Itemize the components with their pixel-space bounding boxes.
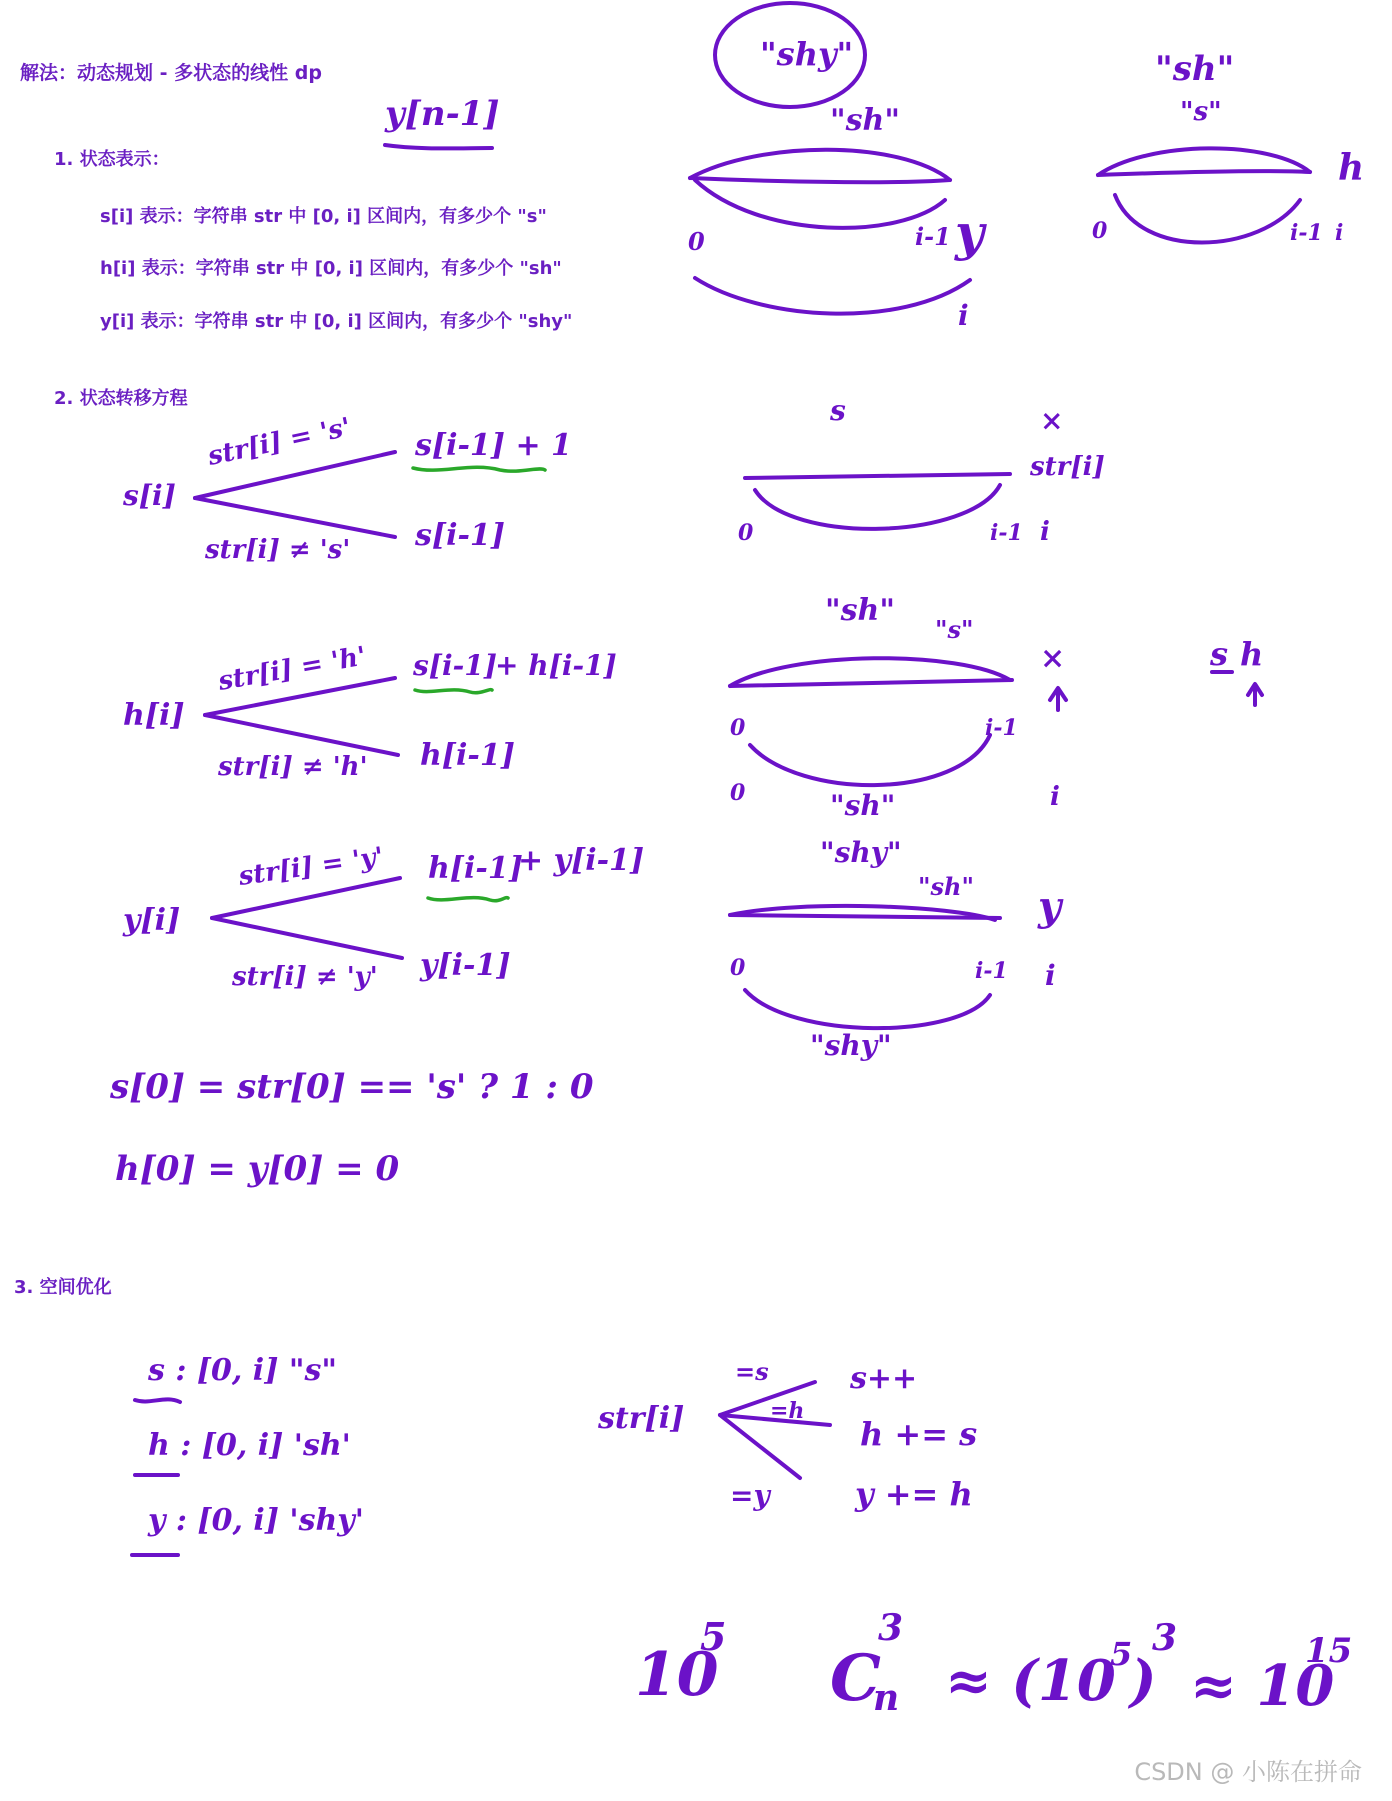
opt-res-h: h += s	[860, 1415, 978, 1453]
section-heading-state: 1. 状态表示：	[54, 149, 170, 170]
h-diag-arc-lower	[750, 735, 990, 785]
tr-im1: i-1	[1290, 220, 1323, 246]
y-diag-sh: "sh"	[918, 872, 974, 901]
y-result-h: h[i-1]	[428, 851, 523, 886]
y-result-nomatch: y[i-1]	[420, 948, 511, 983]
top-line	[690, 178, 950, 182]
top-sh-label: "sh"	[830, 103, 900, 138]
h-diag-up-arrow	[1050, 688, 1066, 710]
tr-h: h	[1338, 147, 1365, 189]
h-result-s: s[i-1]	[413, 649, 497, 682]
opt-res-y: y += h	[855, 1475, 973, 1513]
sh-marker-h: h	[1240, 635, 1264, 673]
y-result-y: + y[i-1]	[518, 843, 645, 878]
tr-sh-label: "sh"	[1155, 49, 1235, 89]
s-branch-down	[195, 498, 395, 537]
s-result-highlight	[413, 467, 545, 471]
top-shy-label: "shy"	[760, 35, 854, 73]
top-i: i	[958, 299, 969, 332]
sh-marker: s	[1210, 635, 1229, 673]
tr-i: i	[1335, 220, 1344, 246]
cplx-base: 10	[635, 1640, 719, 1710]
opt-str: str[i]	[598, 1401, 685, 1436]
opt-eq-h: =h	[770, 1398, 805, 1424]
opt-eq-y: =y	[730, 1479, 770, 1512]
cplx-comb: C	[830, 1641, 881, 1716]
watermark: CSDN @ 小陈在拼命	[1134, 1758, 1362, 1786]
definition-y: y[i] 表示：字符串 str 中 [0, i] 区间内，有多少个 "shy"	[100, 311, 573, 332]
s-eq-cond: str[i] = 's'	[205, 412, 354, 472]
y-diag-y: y	[1038, 883, 1062, 930]
h-diag-sh: "sh"	[825, 593, 895, 628]
opt-res-s: s++	[850, 1361, 918, 1396]
h-diag-sh-lower: "sh"	[830, 789, 896, 822]
cplx-approx-2-exp: 15	[1305, 1631, 1353, 1671]
top-arc-upper	[690, 150, 950, 180]
h-eq-cond: str[i] = 'h'	[216, 641, 369, 697]
h-branch-down	[205, 715, 398, 755]
section-heading-transition: 2. 状态转移方程	[54, 388, 188, 409]
s-diag-line	[745, 474, 1010, 478]
s-diag-arc	[755, 485, 1000, 529]
h-result-highlight	[415, 690, 492, 693]
s-diag-str: str[i]	[1030, 452, 1105, 482]
s-diag-zero: 0	[738, 520, 754, 546]
s-diag-i: i	[1040, 517, 1050, 547]
s-result-nomatch: s[i-1]	[415, 518, 505, 553]
section-heading-optimize: 3. 空间优化	[14, 1277, 112, 1298]
cplx-base-exp: 5	[700, 1614, 727, 1659]
page-title: 解法：动态规划 - 多状态的线性 dp	[20, 62, 322, 84]
opt-branch-3	[720, 1415, 800, 1478]
s-state-label: s[i]	[123, 479, 176, 512]
opt-s-underline	[135, 1399, 180, 1402]
y-diag-arc-lower	[745, 990, 990, 1028]
opt-h: h : [0, i] 'sh'	[148, 1428, 351, 1463]
opt-eq-s: =s	[735, 1357, 769, 1386]
cplx-approx-1-sup: 3	[1152, 1617, 1178, 1659]
y-diag-i: i	[1045, 959, 1056, 992]
y-state-label: y[i]	[123, 903, 181, 938]
top-arc-lower	[695, 180, 945, 228]
init-hy: h[0] = y[0] = 0	[115, 1149, 400, 1189]
h-result-nomatch: h[i-1]	[420, 738, 515, 773]
top-im1: i-1	[915, 222, 951, 251]
tr-zero: 0	[1092, 218, 1108, 244]
s-result-match: s[i-1] + 1	[415, 428, 572, 463]
h-diag-zero1: 0	[730, 715, 746, 741]
cplx-comb-3: 3	[878, 1607, 904, 1649]
h-diag-i: i	[1050, 782, 1060, 812]
s-diag-im1: i-1	[990, 520, 1023, 546]
cplx-approx-2: ≈ 10	[1190, 1653, 1335, 1719]
y-neq-cond: str[i] ≠ 'y'	[232, 962, 378, 992]
cplx-approx-1-close: )	[1130, 1648, 1157, 1714]
h-state-label: h[i]	[123, 698, 185, 733]
definition-s: s[i] 表示：字符串 str 中 [0, i] 区间内，有多少个 "s"	[100, 206, 547, 227]
opt-y: y : [0, i] 'shy'	[148, 1503, 364, 1538]
y-diag-line	[730, 915, 1000, 918]
top-zero: 0	[688, 227, 705, 256]
cplx-comb-n: n	[873, 1677, 900, 1719]
h-diag-line	[730, 680, 1012, 686]
y-branch-down	[212, 918, 402, 958]
h-diag-s: "s"	[935, 615, 974, 644]
y-diag-zero: 0	[730, 955, 746, 981]
cplx-approx-1: ≈ (10	[945, 1648, 1116, 1714]
h-diag-zero2: 0	[730, 780, 746, 806]
h-result-h: + h[i-1]	[495, 649, 617, 682]
y-result-highlight	[428, 898, 508, 901]
h-diag-im1: i-1	[985, 715, 1018, 741]
y-diag-im1: i-1	[975, 958, 1008, 984]
top-arc-bottom	[695, 278, 970, 314]
tr-s-label: "s"	[1180, 97, 1222, 127]
opt-s: s : [0, i] "s"	[148, 1353, 337, 1388]
cplx-approx-1-exp: 5	[1110, 1635, 1133, 1673]
top-y: y	[955, 203, 985, 262]
init-s: s[0] = str[0] == 's' ? 1 : 0	[110, 1067, 594, 1107]
h-neq-cond: str[i] ≠ 'h'	[218, 752, 368, 782]
y-eq-cond: str[i] = 'y'	[236, 841, 386, 892]
y-diag-shy: "shy"	[820, 836, 902, 869]
s-diag-label: s	[830, 394, 846, 427]
s-neq-cond: str[i] ≠ 's'	[205, 535, 351, 565]
s-diag-x: ×	[1040, 404, 1064, 437]
h-diag-x: ×	[1040, 641, 1066, 676]
sh-marker-arrow	[1248, 684, 1262, 705]
y-diag-shy-lower: "shy"	[810, 1029, 892, 1062]
definition-h: h[i] 表示：字符串 str 中 [0, i] 区间内，有多少个 "sh"	[100, 258, 562, 279]
answer-label: y[n-1]	[385, 94, 500, 134]
answer-underline	[385, 145, 492, 148]
tr-line	[1098, 171, 1310, 175]
tr-arc-lower	[1115, 195, 1300, 243]
